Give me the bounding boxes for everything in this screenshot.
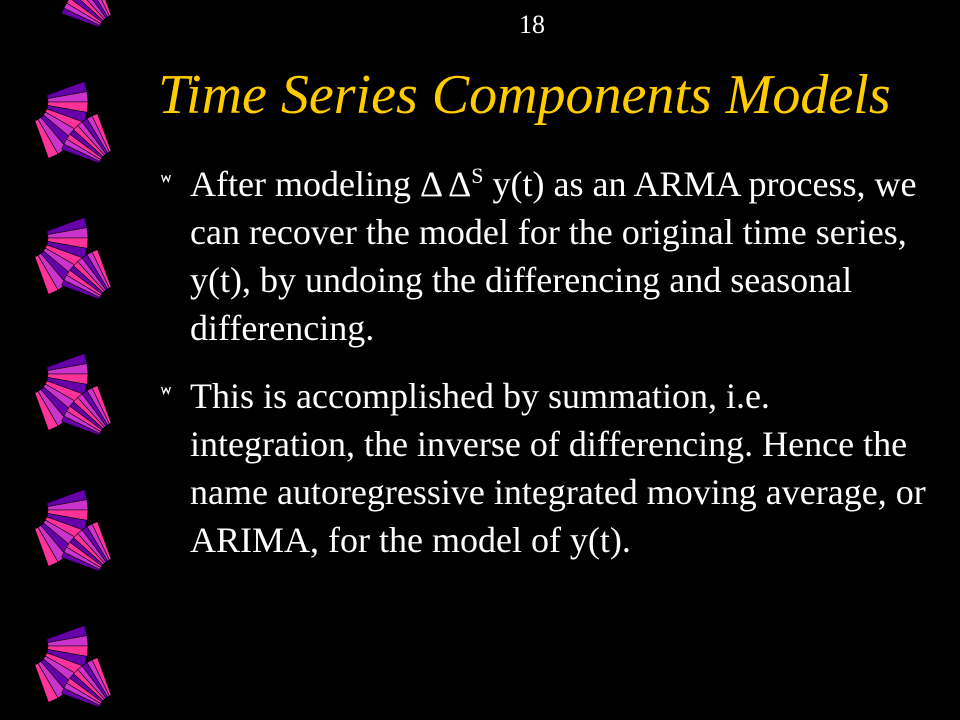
bullet-item-1 — [160, 160, 940, 352]
bullet-text — [190, 160, 940, 352]
bullet-text-part: After modeling — [190, 164, 420, 204]
w-bullet-icon — [160, 173, 172, 185]
bullet-text: This is accomplished by summation, i.e. integration, the inverse of differencing. Hence the name autoregressive integrated moving average, or ARIMA, for the model of y(t). — [190, 376, 926, 560]
superscript-s: S — [471, 163, 484, 188]
slide-title: Time Series Components Models — [158, 64, 891, 126]
decorative-swirl-border — [0, 0, 130, 720]
bullet-text-part: y(t) as an ARMA process, we can recover the model for the original time series, y(t), by undoing the differencing and seasonal differencing. — [190, 164, 917, 348]
w-bullet-icon — [160, 385, 172, 397]
bullet-list — [160, 160, 940, 564]
bullet-item-2 — [160, 372, 940, 564]
delta-symbol: Δ Δ — [419, 164, 472, 204]
page-number: 18 — [519, 10, 545, 39]
